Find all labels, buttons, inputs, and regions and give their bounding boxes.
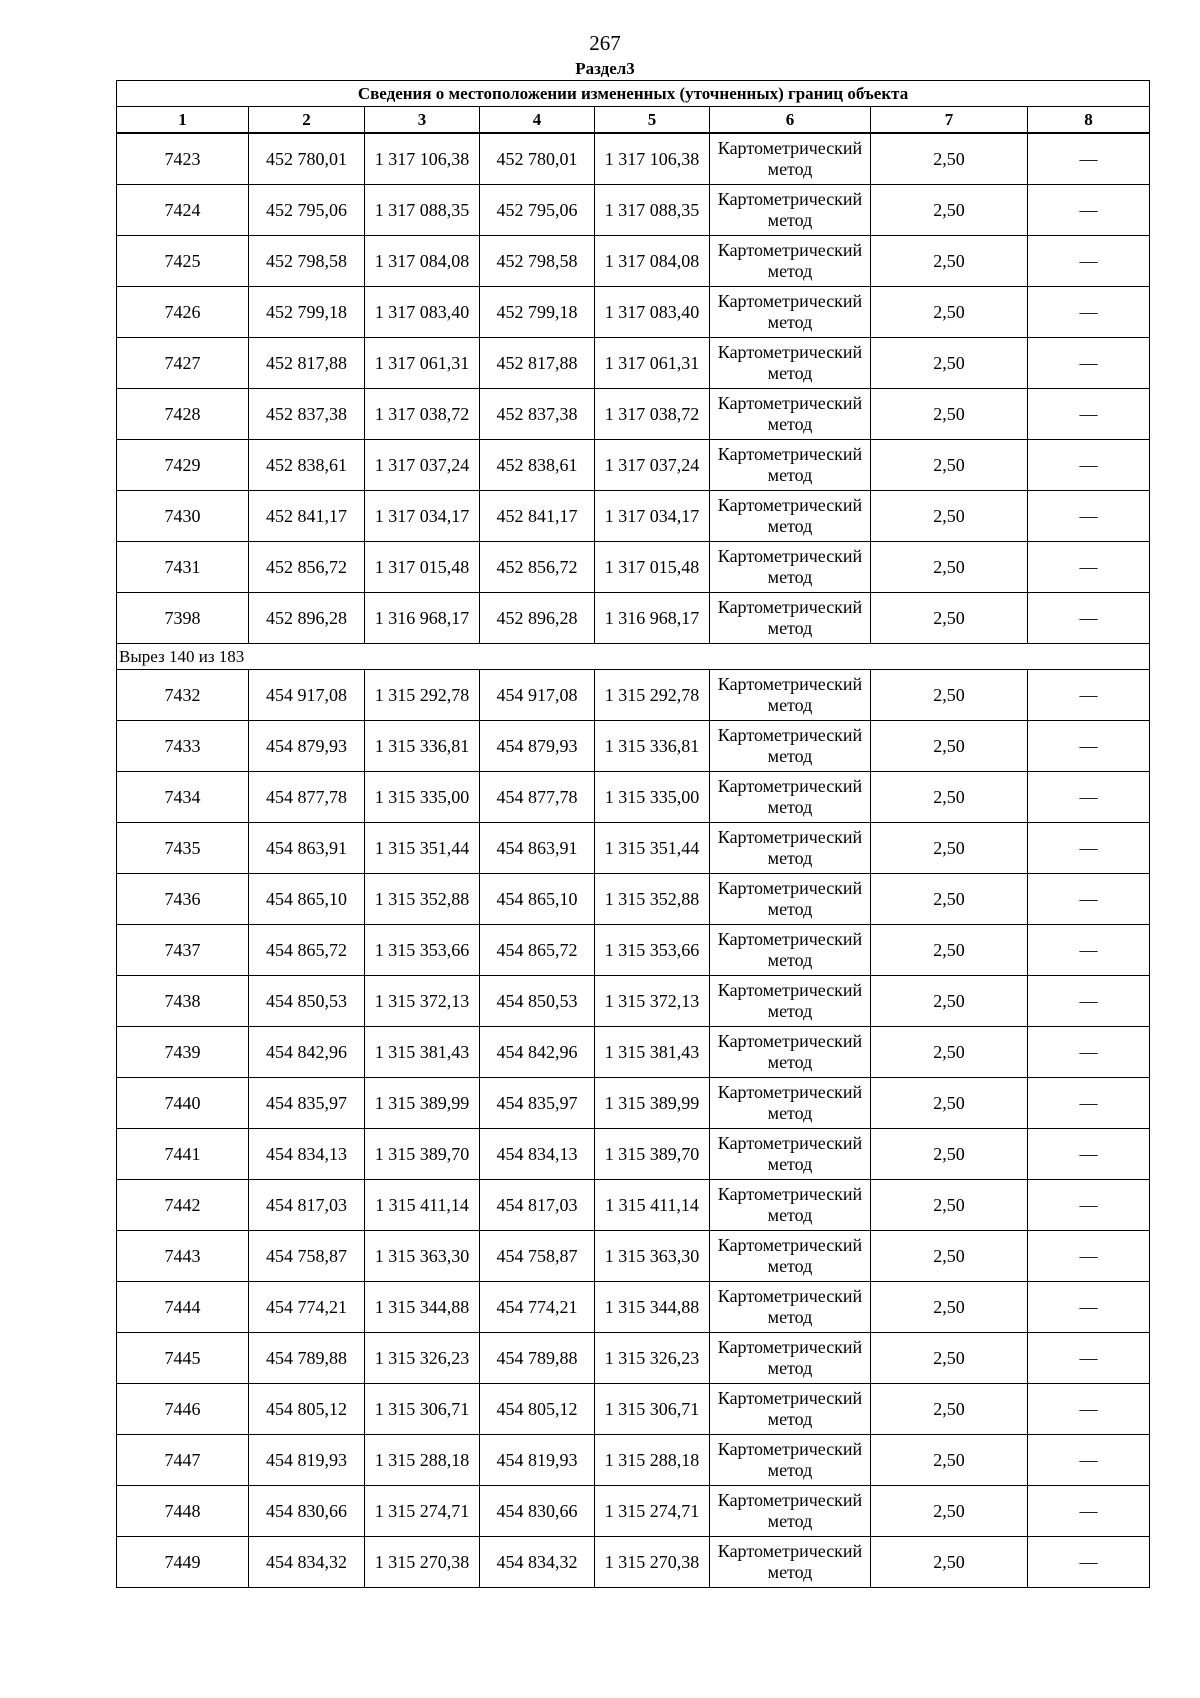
method-cell: Картометрический метод [710,389,871,440]
point-number-cell: 7440 [117,1078,249,1129]
y-after-cell: 1 315 389,99 [595,1078,710,1129]
x-before-cell: 454 842,96 [249,1027,365,1078]
section-heading: Вырез 140 из 183 [117,644,1150,670]
accuracy-cell: 2,50 [871,1384,1028,1435]
table-row [117,491,1150,542]
point-number-cell: 7449 [117,1537,249,1588]
accuracy-cell: 2,50 [871,133,1028,185]
x-after-cell: 454 830,66 [480,1486,595,1537]
table-row [117,1486,1150,1537]
y-before-cell: 1 315 344,88 [365,1282,480,1333]
x-before-cell: 454 819,93 [249,1435,365,1486]
x-after-cell: 454 877,78 [480,772,595,823]
y-after-cell: 1 315 335,00 [595,772,710,823]
point-number-cell: 7428 [117,389,249,440]
y-after-cell: 1 315 306,71 [595,1384,710,1435]
x-after-cell: 454 850,53 [480,976,595,1027]
method-cell: Картометрический метод [710,874,871,925]
column-header: 6 [710,107,871,134]
accuracy-cell: 2,50 [871,1180,1028,1231]
y-after-cell: 1 317 106,38 [595,133,710,185]
x-before-cell: 454 758,87 [249,1231,365,1282]
point-number-cell: 7424 [117,185,249,236]
method-cell: Картометрический метод [710,133,871,185]
description-cell: — [1028,389,1150,440]
y-before-cell: 1 315 389,99 [365,1078,480,1129]
coordinates-table [116,80,1150,1588]
table-row [117,823,1150,874]
point-number-cell: 7423 [117,133,249,185]
accuracy-cell: 2,50 [871,1537,1028,1588]
table-body [117,133,1150,1588]
y-before-cell: 1 315 372,13 [365,976,480,1027]
x-before-cell: 454 850,53 [249,976,365,1027]
x-after-cell: 452 780,01 [480,133,595,185]
description-cell: — [1028,185,1150,236]
y-before-cell: 1 317 084,08 [365,236,480,287]
table-row [117,1537,1150,1588]
x-before-cell: 454 863,91 [249,823,365,874]
table-row [117,542,1150,593]
x-before-cell: 454 835,97 [249,1078,365,1129]
x-after-cell: 454 774,21 [480,1282,595,1333]
description-cell: — [1028,440,1150,491]
x-before-cell: 452 798,58 [249,236,365,287]
x-after-cell: 454 817,03 [480,1180,595,1231]
description-cell: — [1028,236,1150,287]
y-before-cell: 1 317 088,35 [365,185,480,236]
y-after-cell: 1 317 088,35 [595,185,710,236]
y-before-cell: 1 315 292,78 [365,670,480,721]
y-before-cell: 1 315 353,66 [365,925,480,976]
x-after-cell: 454 819,93 [480,1435,595,1486]
column-header: 7 [871,107,1028,134]
x-after-cell: 454 865,72 [480,925,595,976]
point-number-cell: 7432 [117,670,249,721]
x-after-cell: 454 834,32 [480,1537,595,1588]
section-title: Раздел3 [575,59,635,78]
description-cell: — [1028,338,1150,389]
x-after-cell: 452 817,88 [480,338,595,389]
x-before-cell: 454 789,88 [249,1333,365,1384]
description-cell: — [1028,1078,1150,1129]
x-after-cell: 452 896,28 [480,593,595,644]
y-after-cell: 1 315 351,44 [595,823,710,874]
table-row [117,1027,1150,1078]
y-before-cell: 1 315 352,88 [365,874,480,925]
x-after-cell: 452 799,18 [480,287,595,338]
method-cell: Картометрический метод [710,440,871,491]
x-after-cell: 454 789,88 [480,1333,595,1384]
x-before-cell: 452 841,17 [249,491,365,542]
x-before-cell: 454 865,72 [249,925,365,976]
point-number-cell: 7445 [117,1333,249,1384]
y-before-cell: 1 315 270,38 [365,1537,480,1588]
table-row [117,925,1150,976]
y-before-cell: 1 317 083,40 [365,287,480,338]
method-cell: Картометрический метод [710,925,871,976]
accuracy-cell: 2,50 [871,874,1028,925]
x-after-cell: 454 758,87 [480,1231,595,1282]
point-number-cell: 7433 [117,721,249,772]
y-before-cell: 1 315 326,23 [365,1333,480,1384]
method-cell: Картометрический метод [710,338,871,389]
point-number-cell: 7434 [117,772,249,823]
table-row [117,593,1150,644]
y-after-cell: 1 315 274,71 [595,1486,710,1537]
y-after-cell: 1 315 270,38 [595,1537,710,1588]
x-after-cell: 454 834,13 [480,1129,595,1180]
accuracy-cell: 2,50 [871,1486,1028,1537]
y-before-cell: 1 315 351,44 [365,823,480,874]
y-before-cell: 1 316 968,17 [365,593,480,644]
x-after-cell: 454 865,10 [480,874,595,925]
description-cell: — [1028,721,1150,772]
y-before-cell: 1 317 037,24 [365,440,480,491]
method-cell: Картометрический метод [710,1384,871,1435]
accuracy-cell: 2,50 [871,772,1028,823]
description-cell: — [1028,925,1150,976]
description-cell: — [1028,1537,1150,1588]
y-after-cell: 1 315 336,81 [595,721,710,772]
method-cell: Картометрический метод [710,1435,871,1486]
description-cell: — [1028,823,1150,874]
accuracy-cell: 2,50 [871,1231,1028,1282]
point-number-cell: 7398 [117,593,249,644]
y-after-cell: 1 315 344,88 [595,1282,710,1333]
y-before-cell: 1 317 061,31 [365,338,480,389]
x-before-cell: 454 805,12 [249,1384,365,1435]
point-number-cell: 7446 [117,1384,249,1435]
y-before-cell: 1 315 363,30 [365,1231,480,1282]
y-after-cell: 1 317 038,72 [595,389,710,440]
description-cell: — [1028,1435,1150,1486]
point-number-cell: 7430 [117,491,249,542]
method-cell: Картометрический метод [710,1027,871,1078]
method-cell: Картометрический метод [710,772,871,823]
x-before-cell: 454 917,08 [249,670,365,721]
point-number-cell: 7426 [117,287,249,338]
column-header: 3 [365,107,480,134]
table-row [117,772,1150,823]
table-row [117,287,1150,338]
table-row [117,1180,1150,1231]
point-number-cell: 7427 [117,338,249,389]
x-before-cell: 454 834,13 [249,1129,365,1180]
table-row [117,1282,1150,1333]
x-before-cell: 454 865,10 [249,874,365,925]
x-after-cell: 454 835,97 [480,1078,595,1129]
table-row [117,185,1150,236]
accuracy-cell: 2,50 [871,1129,1028,1180]
accuracy-cell: 2,50 [871,1333,1028,1384]
x-after-cell: 454 879,93 [480,721,595,772]
x-before-cell: 454 817,03 [249,1180,365,1231]
table-title: Сведения о местоположении измененных (уточненных) границ объекта [117,81,1150,107]
table-row [117,338,1150,389]
y-after-cell: 1 315 372,13 [595,976,710,1027]
column-header: 5 [595,107,710,134]
accuracy-cell: 2,50 [871,976,1028,1027]
y-after-cell: 1 316 968,17 [595,593,710,644]
y-after-cell: 1 317 037,24 [595,440,710,491]
table-row [117,389,1150,440]
x-before-cell: 454 834,32 [249,1537,365,1588]
y-before-cell: 1 317 038,72 [365,389,480,440]
table-row [117,1333,1150,1384]
accuracy-cell: 2,50 [871,542,1028,593]
point-number-cell: 7435 [117,823,249,874]
accuracy-cell: 2,50 [871,721,1028,772]
method-cell: Картометрический метод [710,542,871,593]
y-after-cell: 1 315 363,30 [595,1231,710,1282]
y-after-cell: 1 315 288,18 [595,1435,710,1486]
table-row [117,1078,1150,1129]
column-number-row [117,107,1150,134]
y-before-cell: 1 315 381,43 [365,1027,480,1078]
method-cell: Картометрический метод [710,1180,871,1231]
method-cell: Картометрический метод [710,721,871,772]
point-number-cell: 7443 [117,1231,249,1282]
x-after-cell: 452 838,61 [480,440,595,491]
y-after-cell: 1 317 061,31 [595,338,710,389]
accuracy-cell: 2,50 [871,185,1028,236]
x-before-cell: 454 830,66 [249,1486,365,1537]
description-cell: — [1028,1333,1150,1384]
description-cell: — [1028,593,1150,644]
accuracy-cell: 2,50 [871,823,1028,874]
y-after-cell: 1 315 326,23 [595,1333,710,1384]
method-cell: Картометрический метод [710,670,871,721]
point-number-cell: 7441 [117,1129,249,1180]
page-number: 267 [589,31,621,55]
method-cell: Картометрический метод [710,1231,871,1282]
description-cell: — [1028,287,1150,338]
method-cell: Картометрический метод [710,287,871,338]
table-row [117,1231,1150,1282]
description-cell: — [1028,133,1150,185]
column-header: 2 [249,107,365,134]
accuracy-cell: 2,50 [871,389,1028,440]
description-cell: — [1028,670,1150,721]
x-before-cell: 452 817,88 [249,338,365,389]
accuracy-cell: 2,50 [871,491,1028,542]
x-before-cell: 452 838,61 [249,440,365,491]
description-cell: — [1028,874,1150,925]
column-header: 1 [117,107,249,134]
accuracy-cell: 2,50 [871,593,1028,644]
accuracy-cell: 2,50 [871,236,1028,287]
description-cell: — [1028,1486,1150,1537]
x-before-cell: 452 837,38 [249,389,365,440]
x-after-cell: 452 795,06 [480,185,595,236]
table-row [117,721,1150,772]
table-row [117,1435,1150,1486]
x-before-cell: 452 799,18 [249,287,365,338]
method-cell: Картометрический метод [710,1537,871,1588]
table-row [117,440,1150,491]
y-before-cell: 1 315 336,81 [365,721,480,772]
y-after-cell: 1 317 034,17 [595,491,710,542]
method-cell: Картометрический метод [710,1333,871,1384]
x-before-cell: 454 879,93 [249,721,365,772]
description-cell: — [1028,1384,1150,1435]
table-row [117,874,1150,925]
y-after-cell: 1 315 352,88 [595,874,710,925]
point-number-cell: 7436 [117,874,249,925]
x-before-cell: 452 896,28 [249,593,365,644]
x-after-cell: 454 863,91 [480,823,595,874]
method-cell: Картометрический метод [710,236,871,287]
description-cell: — [1028,491,1150,542]
y-after-cell: 1 315 389,70 [595,1129,710,1180]
y-before-cell: 1 317 015,48 [365,542,480,593]
point-number-cell: 7448 [117,1486,249,1537]
accuracy-cell: 2,50 [871,1282,1028,1333]
y-after-cell: 1 315 353,66 [595,925,710,976]
x-after-cell: 452 798,58 [480,236,595,287]
column-header: 4 [480,107,595,134]
section-heading-row [117,644,1150,670]
column-header: 8 [1028,107,1150,134]
method-cell: Картометрический метод [710,1282,871,1333]
y-after-cell: 1 315 381,43 [595,1027,710,1078]
method-cell: Картометрический метод [710,593,871,644]
y-after-cell: 1 317 084,08 [595,236,710,287]
x-after-cell: 452 837,38 [480,389,595,440]
x-after-cell: 454 805,12 [480,1384,595,1435]
y-after-cell: 1 315 292,78 [595,670,710,721]
method-cell: Картометрический метод [710,1129,871,1180]
description-cell: — [1028,1027,1150,1078]
x-before-cell: 452 856,72 [249,542,365,593]
accuracy-cell: 2,50 [871,338,1028,389]
accuracy-cell: 2,50 [871,1078,1028,1129]
table-row [117,236,1150,287]
description-cell: — [1028,976,1150,1027]
method-cell: Картометрический метод [710,976,871,1027]
x-before-cell: 452 795,06 [249,185,365,236]
table-row [117,1129,1150,1180]
accuracy-cell: 2,50 [871,1435,1028,1486]
y-after-cell: 1 315 411,14 [595,1180,710,1231]
y-before-cell: 1 315 306,71 [365,1384,480,1435]
description-cell: — [1028,1180,1150,1231]
y-before-cell: 1 315 288,18 [365,1435,480,1486]
accuracy-cell: 2,50 [871,925,1028,976]
point-number-cell: 7442 [117,1180,249,1231]
y-before-cell: 1 315 335,00 [365,772,480,823]
point-number-cell: 7431 [117,542,249,593]
x-after-cell: 452 841,17 [480,491,595,542]
x-before-cell: 454 774,21 [249,1282,365,1333]
x-after-cell: 454 842,96 [480,1027,595,1078]
table-row [117,133,1150,185]
accuracy-cell: 2,50 [871,1027,1028,1078]
x-before-cell: 454 877,78 [249,772,365,823]
y-after-cell: 1 317 015,48 [595,542,710,593]
method-cell: Картометрический метод [710,185,871,236]
point-number-cell: 7444 [117,1282,249,1333]
y-before-cell: 1 315 274,71 [365,1486,480,1537]
point-number-cell: 7438 [117,976,249,1027]
x-before-cell: 452 780,01 [249,133,365,185]
description-cell: — [1028,772,1150,823]
point-number-cell: 7437 [117,925,249,976]
accuracy-cell: 2,50 [871,287,1028,338]
method-cell: Картометрический метод [710,1486,871,1537]
point-number-cell: 7439 [117,1027,249,1078]
y-after-cell: 1 317 083,40 [595,287,710,338]
table-row [117,976,1150,1027]
x-after-cell: 454 917,08 [480,670,595,721]
method-cell: Картометрический метод [710,1078,871,1129]
y-before-cell: 1 317 034,17 [365,491,480,542]
y-before-cell: 1 317 106,38 [365,133,480,185]
method-cell: Картометрический метод [710,491,871,542]
description-cell: — [1028,542,1150,593]
accuracy-cell: 2,50 [871,440,1028,491]
method-cell: Картометрический метод [710,823,871,874]
table-row [117,670,1150,721]
point-number-cell: 7425 [117,236,249,287]
point-number-cell: 7429 [117,440,249,491]
y-before-cell: 1 315 389,70 [365,1129,480,1180]
description-cell: — [1028,1129,1150,1180]
table-row [117,1384,1150,1435]
accuracy-cell: 2,50 [871,670,1028,721]
description-cell: — [1028,1231,1150,1282]
y-before-cell: 1 315 411,14 [365,1180,480,1231]
x-after-cell: 452 856,72 [480,542,595,593]
point-number-cell: 7447 [117,1435,249,1486]
description-cell: — [1028,1282,1150,1333]
